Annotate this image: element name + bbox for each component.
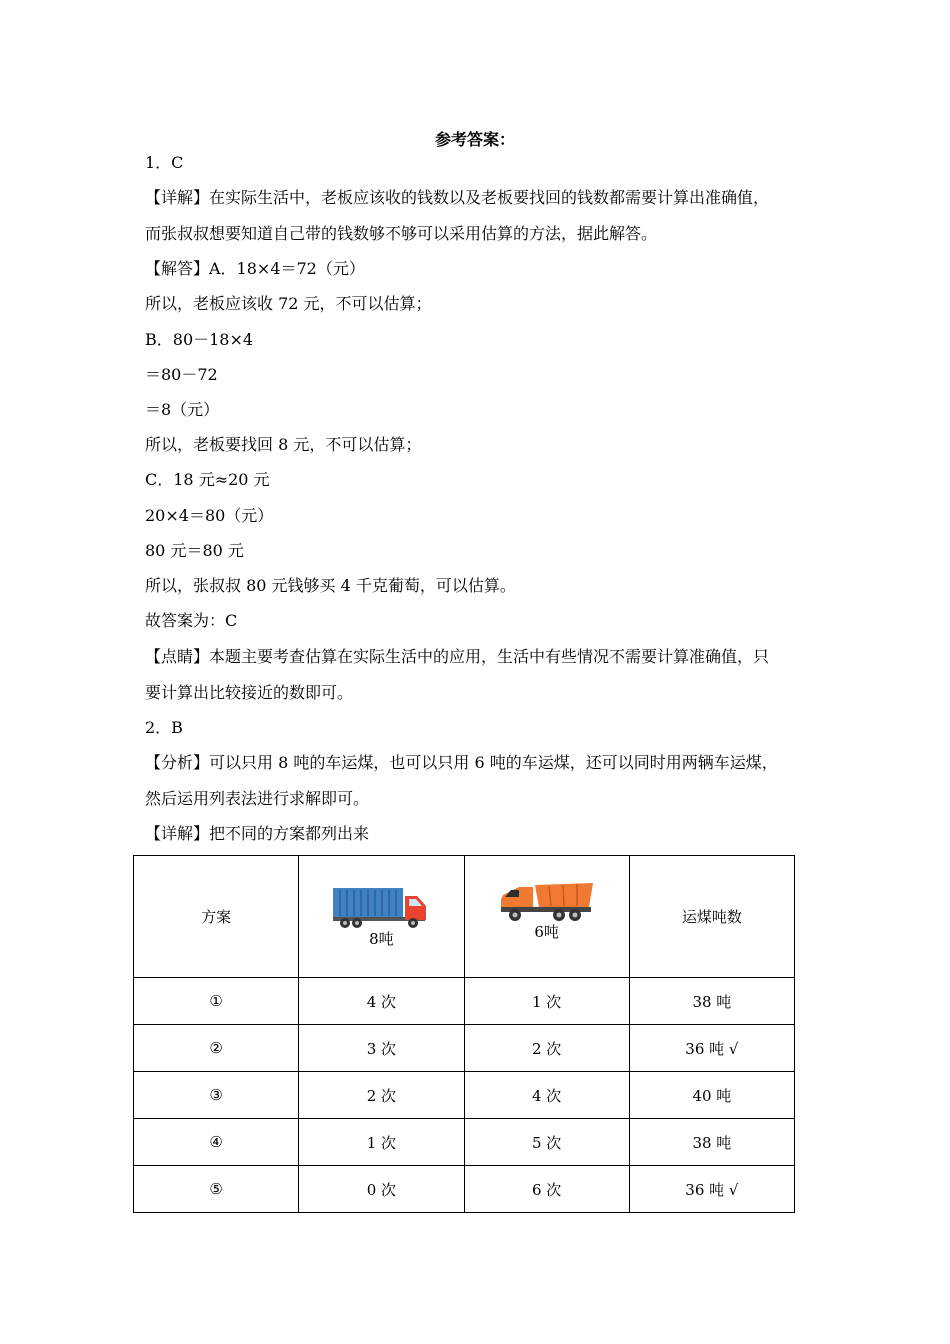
table-header-row <box>134 856 795 978</box>
explanation-line: 【详解】在实际生活中，老板应该收的钱数以及老板要找回的钱数都需要计算出准确值， <box>145 188 770 207</box>
plan-number: ① <box>134 978 299 1025</box>
solution-line: ＝80－72 <box>145 365 218 384</box>
total-tons: 36 吨 √ <box>629 1166 794 1213</box>
table-row <box>134 1166 795 1213</box>
plan-table <box>133 855 795 1213</box>
answer-line: 故答案为：C <box>145 611 238 630</box>
table-row <box>134 1072 795 1119</box>
plan-number: ③ <box>134 1072 299 1119</box>
header-truck-6 <box>464 856 629 978</box>
plan-number: ② <box>134 1025 299 1072</box>
truck-6-trips: 2 次 <box>464 1025 629 1072</box>
total-tons: 36 吨 √ <box>629 1025 794 1072</box>
analysis-line: 【分析】可以只用 8 吨的车运煤，也可以只用 6 吨的车运煤，还可以同时用两辆车运煤， <box>145 753 778 772</box>
truck-6-trips: 1 次 <box>464 978 629 1025</box>
solution-line: C．18 元≈20 元 <box>145 470 270 489</box>
answer-2-label: 2．B <box>145 718 183 737</box>
truck-6-trips: 5 次 <box>464 1119 629 1166</box>
solution-line: 所以，老板应该收 72 元，不可以估算； <box>145 294 432 313</box>
solution-line: ＝8（元） <box>145 400 220 419</box>
analysis-line: 然后运用列表法进行求解即可。 <box>145 789 370 808</box>
truck-8-trips: 0 次 <box>299 1166 464 1213</box>
truck-6-label: 6吨 <box>534 923 559 941</box>
plan-number: ④ <box>134 1119 299 1166</box>
total-tons: 38 吨 <box>629 1119 794 1166</box>
solution-line: 20×4＝80（元） <box>145 506 274 525</box>
solution-line: 所以，张叔叔 80 元钱够买 4 千克葡萄，可以估算。 <box>145 576 516 595</box>
total-tons: 40 吨 <box>629 1072 794 1119</box>
detail-line: 【详解】把不同的方案都列出来 <box>145 824 370 843</box>
truck-6-trips: 6 次 <box>464 1166 629 1213</box>
answer-1-label: 1．C <box>145 153 184 172</box>
truck-8-label: 8吨 <box>369 930 394 948</box>
dump-truck-icon <box>497 877 597 923</box>
table-row <box>134 1119 795 1166</box>
total-tons: 38 吨 <box>629 978 794 1025</box>
table-row <box>134 978 795 1025</box>
explanation-line: 而张叔叔想要知道自己带的钱数够不够可以采用估算的方法，据此解答。 <box>145 224 658 243</box>
container-truck-icon <box>331 884 431 930</box>
plan-number: ⑤ <box>134 1166 299 1213</box>
truck-8-trips: 4 次 <box>299 978 464 1025</box>
truck-8-trips: 1 次 <box>299 1119 464 1166</box>
solution-line: B．80－18×4 <box>145 330 254 349</box>
header-truck-8 <box>299 856 464 978</box>
truck-8-trips: 2 次 <box>299 1072 464 1119</box>
solution-line: 【解答】A．18×4＝72（元） <box>145 259 365 278</box>
solution-line: 80 元＝80 元 <box>145 541 244 560</box>
key-point-line: 【点睛】本题主要考查估算在实际生活中的应用，生活中有些情况不需要计算准确值，只 <box>145 647 770 666</box>
page-title: 参考答案： <box>434 130 515 149</box>
truck-8-trips: 3 次 <box>299 1025 464 1072</box>
key-point-line: 要计算出比较接近的数即可。 <box>145 683 354 702</box>
header-tons: 运煤吨数 <box>629 856 794 978</box>
truck-6-trips: 4 次 <box>464 1072 629 1119</box>
table-row <box>134 1025 795 1072</box>
solution-line: 所以，老板要找回 8 元，不可以估算； <box>145 435 422 454</box>
header-plan: 方案 <box>134 856 299 978</box>
